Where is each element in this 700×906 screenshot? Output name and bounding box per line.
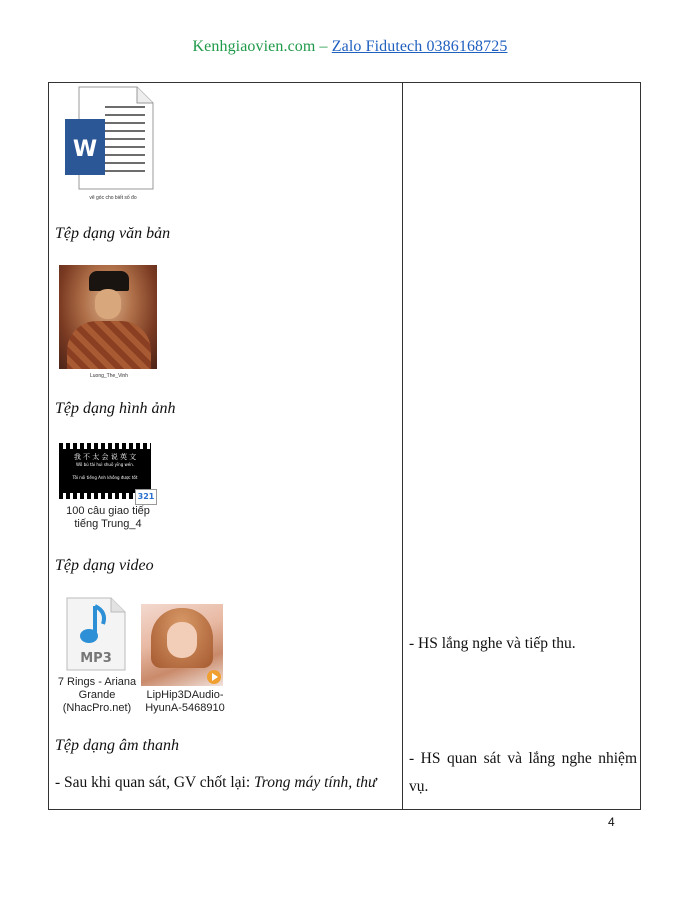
student-response-observe (409, 745, 637, 801)
word-file-icon[interactable] (63, 85, 155, 193)
site-name[interactable]: Kenhgiaovien.com (192, 38, 316, 55)
word-file-name: vẽ góc cho biết số đo (89, 195, 137, 201)
header-separator: – (315, 38, 332, 55)
student-response-line2: vụ. (409, 778, 429, 795)
zalo-link[interactable]: Zalo Fidutech 0386168725 (331, 38, 508, 55)
video-file-name-line1: 100 câu giao tiếp (66, 505, 150, 517)
audio-photo-file-icon[interactable] (141, 604, 223, 686)
image-file-name: Luong_The_Vinh (90, 373, 128, 379)
image-file-icon[interactable] (59, 265, 157, 369)
word-icon-letter: W (72, 137, 98, 162)
page-number: 4 (608, 815, 615, 829)
conclusion-italic: Trong máy tính, thư (254, 774, 377, 791)
mp3-file-name-line1: 7 Rings - Ariana (57, 676, 137, 688)
mp3-file-name-line2: Grande (78, 689, 116, 701)
play-icon (207, 670, 221, 684)
video-thumbnail (59, 443, 155, 501)
label-audio-file: Tệp dạng âm thanh (55, 737, 179, 754)
video-caption-pinyin: Wǒ bú tài huì shuō yīng wén. (75, 462, 135, 467)
mp3-file-icon[interactable] (65, 596, 127, 677)
column-divider (402, 83, 403, 809)
mp3-file-name (51, 676, 143, 715)
audio-photo-file-name-line2: HyunA-5468910 (145, 702, 225, 714)
student-response-line1: - HS quan sát và lắng nghe nhiệm (409, 750, 637, 767)
mp3-badge-text: MP3 (80, 651, 112, 666)
video-file-name-line2: tiếng Trung_4 (74, 518, 142, 530)
video-caption-vietnamese: Tôi nói tiếng Anh không được tốt (72, 475, 138, 480)
teacher-conclusion (55, 774, 401, 792)
portrait-thumbnail (59, 265, 157, 369)
audio-photo-file-name-line1: LipHip3DAudio- (146, 689, 224, 701)
video-file-icon[interactable] (59, 443, 155, 501)
word-document-icon (63, 85, 155, 193)
audio-photo-thumbnail (141, 604, 223, 686)
music-note-icon (65, 596, 127, 672)
label-video-file: Tệp dạng video (55, 557, 154, 574)
label-text-file: Tệp dạng văn bản (55, 225, 171, 242)
mp3-file-name-line3: (NhacPro.net) (62, 702, 132, 714)
label-image-file: Tệp dạng hình ảnh (55, 400, 176, 417)
page-header (0, 38, 700, 56)
conclusion-prefix: - Sau khi quan sát, GV chốt lại: (55, 774, 255, 791)
video-caption-chinese: 我 不 太 会 说 英 文 (73, 453, 137, 461)
video-file-name (53, 505, 163, 531)
video-app-badge-icon: 321 (135, 489, 157, 505)
lesson-table (48, 82, 641, 810)
audio-photo-file-name (137, 689, 233, 715)
student-response-listen: - HS lắng nghe và tiếp thu. (409, 635, 576, 652)
